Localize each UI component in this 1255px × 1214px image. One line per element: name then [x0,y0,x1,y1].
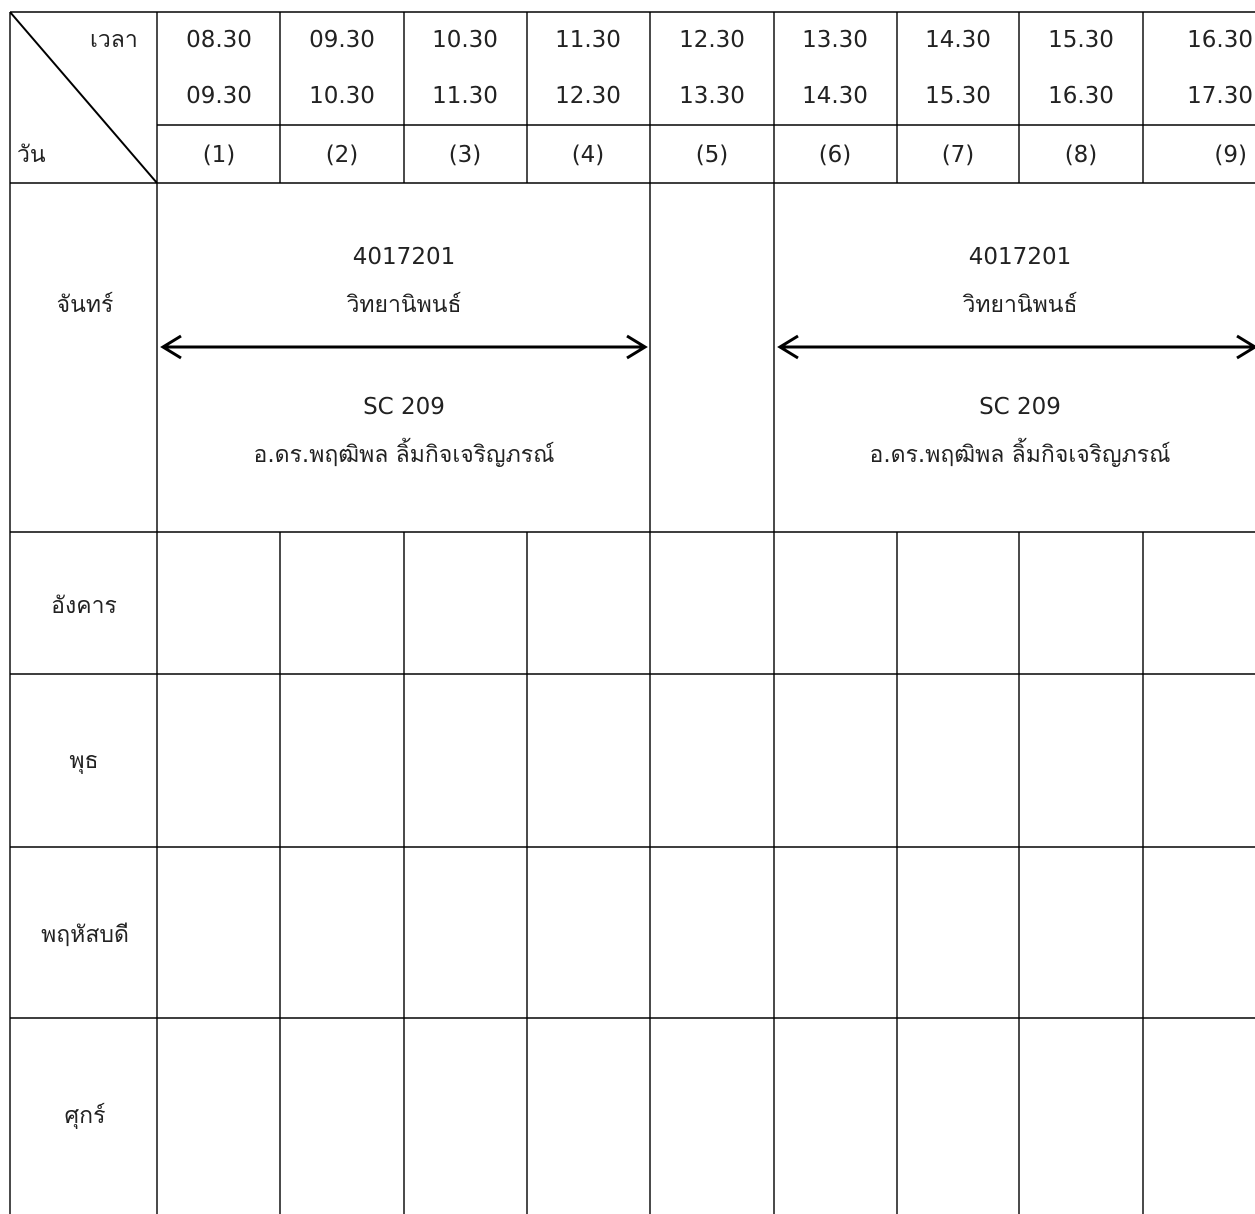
period-start: 11.30 [555,27,621,53]
time-label: เวลา [90,27,138,53]
period-start: 09.30 [309,27,375,53]
period-end: 15.30 [925,83,991,109]
span-arrow [774,332,1255,362]
period-end: 10.30 [309,83,375,109]
day-friday: ศุกร์ [64,1103,106,1129]
period-number: (2) [325,142,359,168]
period-start: 15.30 [1048,27,1114,53]
course-code: 4017201 [352,244,456,270]
day-wednesday: พุธ [69,748,99,774]
period-start: 16.30 [1187,27,1253,53]
room: SC 209 [363,394,445,420]
span-arrow [157,332,651,362]
period-end: 16.30 [1048,83,1114,109]
period-number: (3) [448,142,482,168]
course-code: 4017201 [968,244,1072,270]
course-name: วิทยานิพนธ์ [962,292,1078,318]
course-name: วิทยานิพนธ์ [346,292,462,318]
period-number: (4) [571,142,605,168]
period-number: (1) [202,142,236,168]
period-start: 10.30 [432,27,498,53]
day-label: วัน [17,142,46,168]
instructor: อ.ดร.พฤฒิพล ลิ้มกิจเจริญภรณ์ [253,442,555,468]
period-start: 08.30 [186,27,252,53]
period-number: (8) [1064,142,1098,168]
instructor: อ.ดร.พฤฒิพล ลิ้มกิจเจริญภรณ์ [869,442,1171,468]
day-tuesday: อังคาร [51,593,117,619]
period-end: 09.30 [186,83,252,109]
period-number: (7) [941,142,975,168]
period-number: (5) [695,142,729,168]
period-end: 13.30 [679,83,745,109]
room: SC 209 [979,394,1061,420]
period-number: (9) [1214,142,1247,168]
period-end: 11.30 [432,83,498,109]
day-monday: จันทร์ [56,292,114,318]
period-end: 14.30 [802,83,868,109]
period-end: 17.30 [1187,83,1253,109]
day-thursday: พฤหัสบดี [41,922,129,948]
period-number: (6) [818,142,852,168]
period-end: 12.30 [555,83,621,109]
period-start: 14.30 [925,27,991,53]
period-start: 12.30 [679,27,745,53]
period-start: 13.30 [802,27,868,53]
